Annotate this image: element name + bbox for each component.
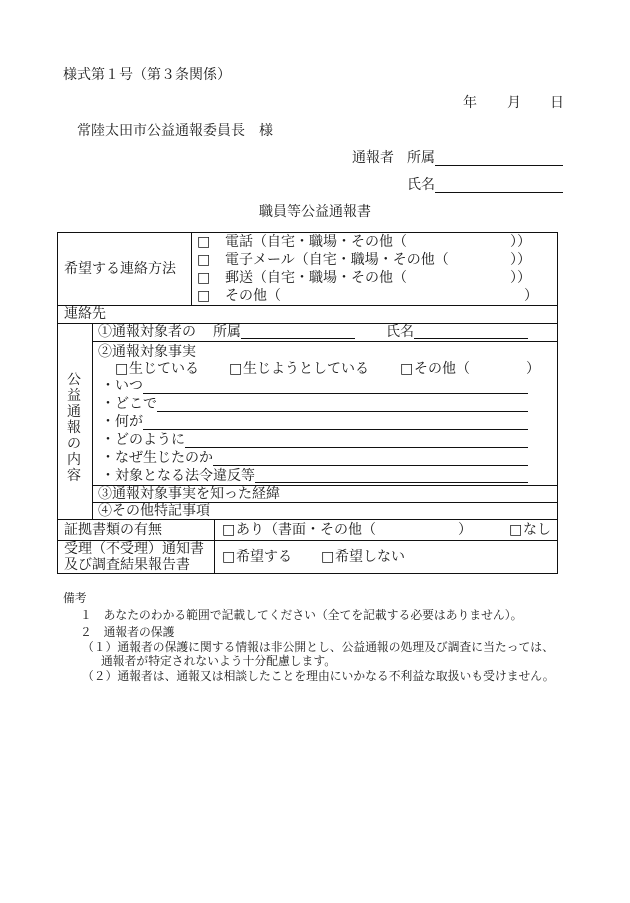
reporter-affiliation-label: 所属: [407, 150, 435, 166]
question-where: ・どこで: [101, 396, 157, 412]
form-title: 職員等公益通報書: [259, 204, 371, 220]
date-day-label: 日: [550, 95, 564, 111]
checkbox-occurring[interactable]: □: [115, 361, 129, 377]
table-divider: [191, 232, 192, 305]
how-known-field[interactable]: [300, 486, 555, 501]
checkbox-about-to-occur[interactable]: □: [229, 361, 243, 377]
reporter-name-field[interactable]: [435, 192, 563, 193]
checkbox-status-other[interactable]: □: [400, 361, 414, 377]
notification-not-want-label: 希望しない: [335, 549, 405, 565]
remarks-item-2-1-line1: （１）通報者の保護に関する情報は非公開とし、公益通報の処理及び調査に当たっては、: [82, 640, 554, 654]
question-violated-law: ・対象となる法令違反等: [101, 468, 255, 484]
subject-name-label: 氏名: [386, 324, 414, 340]
table-divider: [92, 323, 93, 519]
contact-info-field[interactable]: [110, 306, 555, 322]
table-divider: [92, 341, 558, 342]
subject-name-field[interactable]: [414, 338, 528, 339]
table-divider: [214, 519, 215, 574]
answer-what-field[interactable]: [143, 429, 528, 430]
contact-info-label: 連絡先: [64, 306, 106, 322]
question-what: ・何が: [101, 414, 143, 430]
notification-label-line2: 及び調査結果報告書: [64, 557, 190, 573]
evidence-yes-close: ）: [458, 522, 472, 538]
reporter-name-label: 氏名: [407, 177, 435, 193]
reporter-affiliation-field[interactable]: [435, 165, 563, 166]
option-other-contact-label: その他（: [225, 288, 281, 304]
remarks-heading: 備考: [63, 591, 87, 605]
status-other-label: その他（: [414, 361, 470, 377]
subject-affiliation-label: 所属: [213, 324, 241, 340]
facts-label: ②通報対象事実: [98, 344, 196, 360]
answer-where-field[interactable]: [157, 411, 528, 412]
option-other-contact-close: ）: [524, 288, 538, 304]
option-phone-close: ））: [510, 234, 531, 250]
remarks-item-2: ２ 通報者の保護: [80, 625, 175, 639]
option-mail-close: ））: [510, 270, 531, 286]
checkbox-notification-not-want[interactable]: □: [321, 549, 335, 565]
reporter-label: 通報者: [352, 150, 394, 166]
report-content-label: 公益通報の内容: [67, 372, 81, 484]
other-notes-label: ④その他特記事項: [98, 503, 210, 519]
date-year-label: 年: [463, 95, 477, 111]
subject-affiliation-field[interactable]: [241, 338, 355, 339]
subject-label: ①通報対象者の: [98, 324, 196, 340]
checkbox-phone[interactable]: □: [197, 234, 211, 250]
option-email-close: ））: [510, 252, 531, 268]
checkbox-email[interactable]: □: [197, 252, 211, 268]
evidence-yes-label: あり（書面・その他（: [236, 522, 376, 538]
checkbox-evidence-no[interactable]: □: [509, 522, 523, 538]
checkbox-notification-want[interactable]: □: [222, 549, 236, 565]
answer-when-field[interactable]: [143, 393, 528, 394]
option-mail-label: 郵送（自宅・職場・その他（: [225, 270, 407, 286]
status-occurring-label: 生じている: [129, 361, 199, 377]
notification-label-line1: 受理（不受理）通知書: [64, 541, 204, 557]
checkbox-other-contact[interactable]: □: [197, 288, 211, 304]
answer-why-field[interactable]: [213, 465, 528, 466]
checkbox-mail[interactable]: □: [197, 270, 211, 286]
date-month-field[interactable]: [478, 95, 505, 111]
question-when: ・いつ: [101, 378, 143, 394]
answer-violated-law-field[interactable]: [255, 482, 528, 483]
contact-method-label: 希望する連絡方法: [64, 261, 176, 277]
option-email-label: 電子メール（自宅・職場・その他（: [225, 252, 449, 268]
evidence-label: 証拠書類の有無: [64, 522, 162, 538]
addressee: 常陸太田市公益通報委員長 様: [77, 123, 273, 139]
status-other-close: ）: [526, 361, 540, 377]
notification-want-label: 希望する: [236, 549, 292, 565]
remarks-item-2-1-line2: 通報者が特定されないよう十分配慮します。: [101, 654, 336, 668]
evidence-no-label: なし: [523, 522, 551, 538]
question-how: ・どのように: [101, 432, 185, 448]
date-year-field[interactable]: [430, 95, 460, 111]
date-month-label: 月: [507, 95, 521, 111]
status-about-to-occur-label: 生じようとしている: [243, 361, 369, 377]
table-divider: [57, 519, 558, 520]
answer-how-field[interactable]: [185, 447, 528, 448]
other-notes-field[interactable]: [230, 503, 555, 518]
remarks-item-1: １ あなたのわかる範囲で記載してください（全てを記載する必要はありません）。: [80, 608, 523, 622]
checkbox-evidence-yes[interactable]: □: [222, 522, 236, 538]
remarks-item-2-2: （２）通報者は、通報又は相談したことを理由にいかなる不利益な取扱いも受けません。: [82, 669, 555, 683]
question-why: ・なぜ生じたのか: [101, 450, 213, 466]
how-known-label: ③通報対象事実を知った経緯: [98, 486, 280, 502]
date-day-field[interactable]: [522, 95, 548, 111]
form-number: 様式第１号（第３条関係）: [63, 67, 231, 83]
option-phone-label: 電話（自宅・職場・その他（: [225, 234, 407, 250]
